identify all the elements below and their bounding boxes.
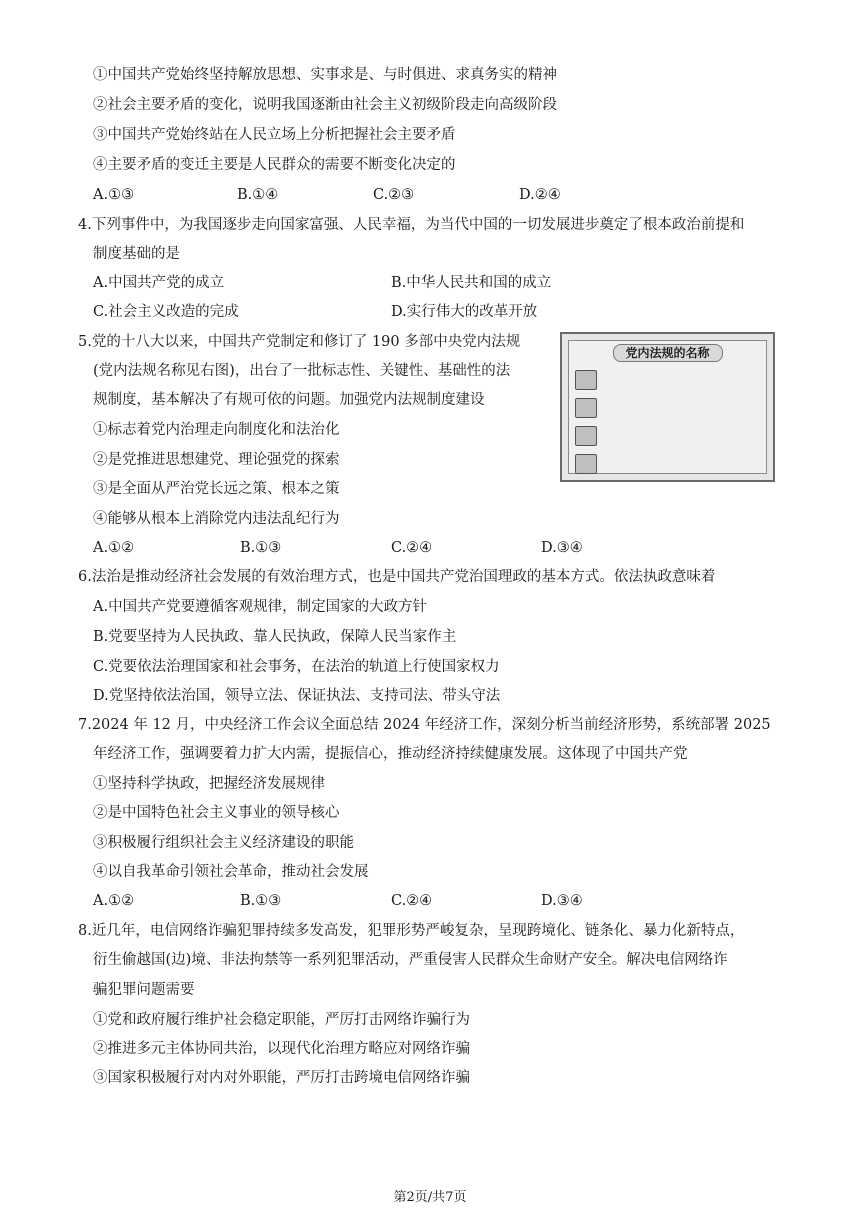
q3-item-4: ④主要矛盾的变迁主要是人民群众的需要不断变化决定的 [93,157,456,173]
q6-option-d: D.党坚持依法治国，领导立法、保证执法、支持司法、带头守法 [93,688,501,704]
q3-item-3: ③中国共产党始终站在人民立场上分析把握社会主要矛盾 [93,127,456,143]
q5-stem-line3: 规制度，基本解决了有规可依的问题。加强党内法规制度建设 [93,392,485,408]
q8-stem-line2: 衍生偷越国(边)境、非法拘禁等一系列犯罪活动，严重侵害人民群众生命财产安全。解决电信网络诈 [93,952,728,968]
q5-option-b: B.①③ [240,540,282,556]
q8-item-1: ①党和政府履行维护社会稳定职能，严厉打击网络诈骗行为 [93,1012,470,1028]
q7-option-c: C.②④ [391,893,433,909]
q4-option-a: A.中国共产党的成立 [93,275,225,291]
document-icon [575,370,597,390]
q3-item-1: ①中国共产党始终坚持解放思想、实事求是、与时俱进、求真务实的精神 [93,67,557,83]
q3-item-2: ②社会主要矛盾的变化，说明我国逐渐由社会主义初级阶段走向高级阶段 [93,97,557,113]
q4-stem-line1: 4.下列事件中，为我国逐步走向国家富强、人民幸福，为当代中国的一切发展进步奠定了根本政治前提和 [78,217,745,233]
q7-option-a: A.①② [93,893,135,909]
q7-option-b: B.①③ [240,893,282,909]
q6-stem: 6.法治是推动经济社会发展的有效治理方式，也是中国共产党治国理政的基本方式。依法执政意味着 [78,569,716,585]
book-icon [575,426,597,446]
q8-stem-line1: 8.近几年，电信网络诈骗犯罪持续多发高发，犯罪形势严峻复杂，呈现跨境化、链条化、暴力化新特点， [78,923,745,939]
q5-stem-line1: 5.党的十八大以来，中国共产党制定和修订了 190 多部中央党内法规 [78,334,521,350]
figure-row [575,451,760,477]
figure-row [575,367,760,393]
q4-option-b: B.中华人民共和国的成立 [391,275,552,291]
page-number: 第2页/共7页 [393,1190,467,1205]
q5-item-3: ③是全面从严治党长远之策、根本之策 [93,481,340,497]
figure-panel [568,340,767,474]
q3-option-a: A.①③ [93,187,135,203]
q5-stem-line2: (党内法规名称见右图)，出台了一批标志性、关键性、基础性的法 [93,363,511,379]
q7-stem-line1: 7.2024 年 12 月，中央经济工作会议全面总结 2024 年经济工作，深刻分析当前经济形势，系统部署 2025 [78,717,771,733]
q5-item-4: ④能够从根本上消除党内违法乱纪行为 [93,511,340,527]
figure-title: 党内法规的名称 [612,344,722,362]
q6-option-b: B.党要坚持为人民执政、靠人民执政，保障人民当家作主 [93,629,457,645]
q4-option-d: D.实行伟大的改革开放 [391,304,538,320]
q7-item-1: ①坚持科学执政，把握经济发展规律 [93,776,325,792]
q8-item-2: ②推进多元主体协同共治，以现代化治理方略应对网络诈骗 [93,1041,470,1057]
q6-option-c: C.党要依法治理国家和社会事务，在法治的轨道上行使国家权力 [93,659,500,675]
document-icon [575,454,597,474]
q3-option-c: C.②③ [373,187,415,203]
figure-row [575,423,760,449]
q3-option-d: D.②④ [519,187,561,203]
q5-item-2: ②是党推进思想建党、理论强党的探索 [93,452,340,468]
q5-option-d: D.③④ [541,540,583,556]
q7-stem-line2: 年经济工作，强调要着力扩大内需，提振信心，推动经济持续健康发展。这体现了中国共产党 [93,746,688,762]
q7-item-4: ④以自我革命引领社会革命，推动社会发展 [93,864,369,880]
q8-stem-line3: 骗犯罪问题需要 [93,982,195,998]
q4-option-c: C.社会主义改造的完成 [93,304,239,320]
q5-option-c: C.②④ [391,540,433,556]
figure-row [575,395,760,421]
q7-option-d: D.③④ [541,893,583,909]
q5-option-a: A.①② [93,540,135,556]
q6-option-a: A.中国共产党要遵循客观规律，制定国家的大政方针 [93,599,428,615]
q5-item-1: ①标志着党内治理走向制度化和法治化 [93,422,340,438]
q3-option-b: B.①④ [237,187,279,203]
q7-item-3: ③积极履行组织社会主义经济建设的职能 [93,835,354,851]
party-regulations-figure [560,332,775,482]
q8-item-3: ③国家积极履行对内对外职能，严厉打击跨境电信网络诈骗 [93,1070,470,1086]
q7-item-2: ②是中国特色社会主义事业的领导核心 [93,805,340,821]
q4-stem-line2: 制度基础的是 [93,246,180,262]
document-icon [575,398,597,418]
